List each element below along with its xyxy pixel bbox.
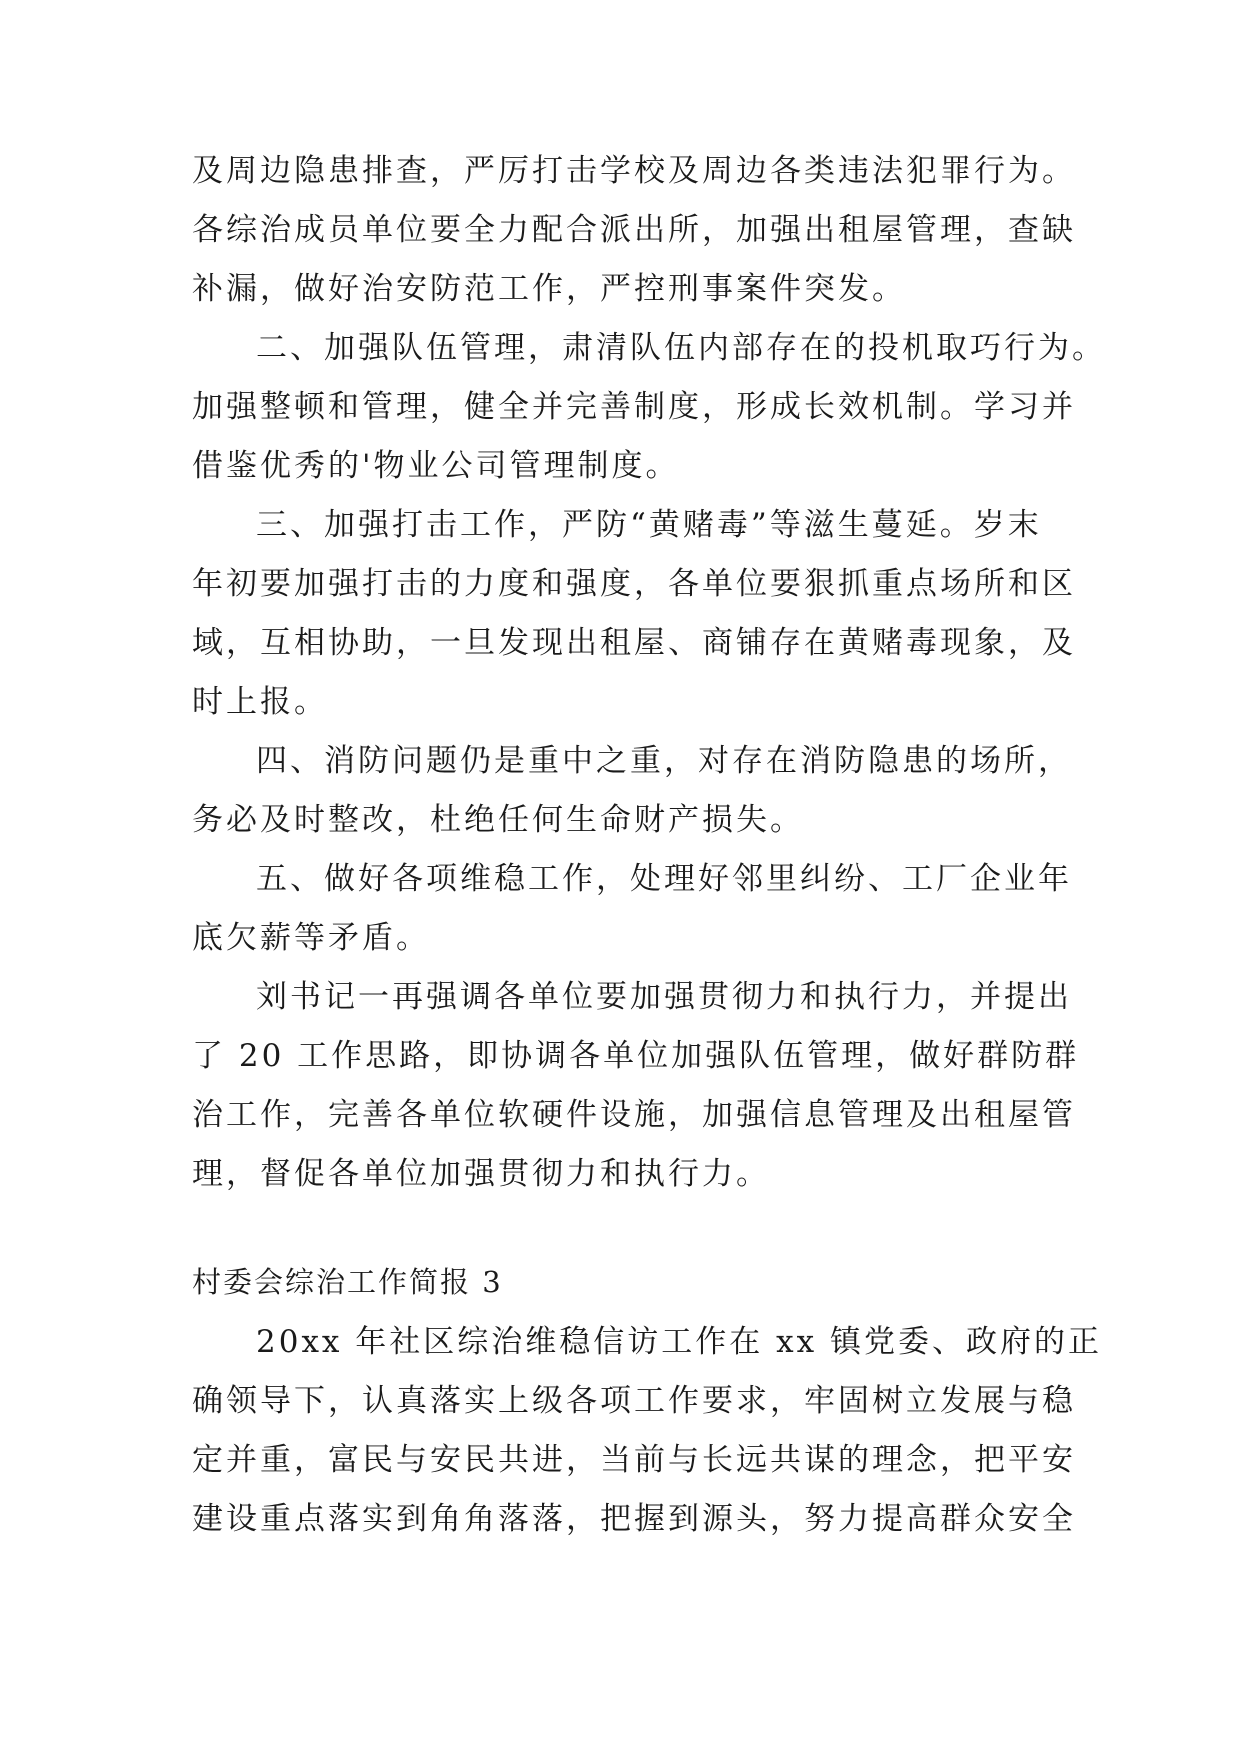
text-line: 补漏，做好治安防范工作，严控刑事案件突发。 xyxy=(192,271,906,307)
text-line: 理，督促各单位加强贯彻力和执行力。 xyxy=(192,1156,770,1192)
body-text-block-1 xyxy=(192,142,1106,1204)
text-line: 及周边隐患排查，严厉打击学校及周边各类违法犯罪行为。 xyxy=(192,153,1076,189)
paragraph-3-start: 三、加强打击工作，严防“黄赌毒”等滋生蔓延。岁末 xyxy=(256,507,1042,543)
paragraph-2-start: 二、加强队伍管理，肃清队伍内部存在的投机取巧行为。 xyxy=(256,330,1106,366)
paragraph-7-start: 20xx 年社区综治维稳信访工作在 xx 镇党委、政府的正 xyxy=(256,1324,1102,1360)
text-line: 建设重点落实到角角落落，把握到源头，努力提高群众安全 xyxy=(192,1501,1076,1537)
paragraph-4-start: 四、消防问题仍是重中之重，对存在消防隐患的场所， xyxy=(256,743,1072,779)
text-line: 各综治成员单位要全力配合派出所，加强出租屋管理，查缺 xyxy=(192,212,1076,248)
text-line: 域，互相协助，一旦发现出租屋、商铺存在黄赌毒现象，及 xyxy=(192,625,1076,661)
text-line: 定并重，富民与安民共进，当前与长远共谋的理念，把平安 xyxy=(192,1442,1076,1478)
paragraph-6-start: 刘书记一再强调各单位要加强贯彻力和执行力，并提出 xyxy=(256,979,1072,1015)
body-text-block-2 xyxy=(192,1313,1102,1549)
text-line: 确领导下，认真落实上级各项工作要求，牢固树立发展与稳 xyxy=(192,1383,1076,1419)
text-line: 年初要加强打击的力度和强度，各单位要狠抓重点场所和区 xyxy=(192,566,1076,602)
text-line: 加强整顿和管理，健全并完善制度，形成长效机制。学习并 xyxy=(192,389,1076,425)
paragraph-5-start: 五、做好各项维稳工作，处理好邻里纠纷、工厂企业年 xyxy=(256,861,1072,897)
section-heading: 村委会综治工作简报 3 xyxy=(192,1265,503,1299)
text-line: 务必及时整改，杜绝任何生命财产损失。 xyxy=(192,802,804,838)
text-line: 底欠薪等矛盾。 xyxy=(192,920,430,956)
text-line: 了 20 工作思路，即协调各单位加强队伍管理，做好群防群 xyxy=(192,1038,1080,1074)
text-line: 借鉴优秀的'物业公司管理制度。 xyxy=(192,448,680,484)
text-line: 时上报。 xyxy=(192,684,328,720)
text-line: 治工作，完善各单位软硬件设施，加强信息管理及出租屋管 xyxy=(192,1097,1076,1133)
